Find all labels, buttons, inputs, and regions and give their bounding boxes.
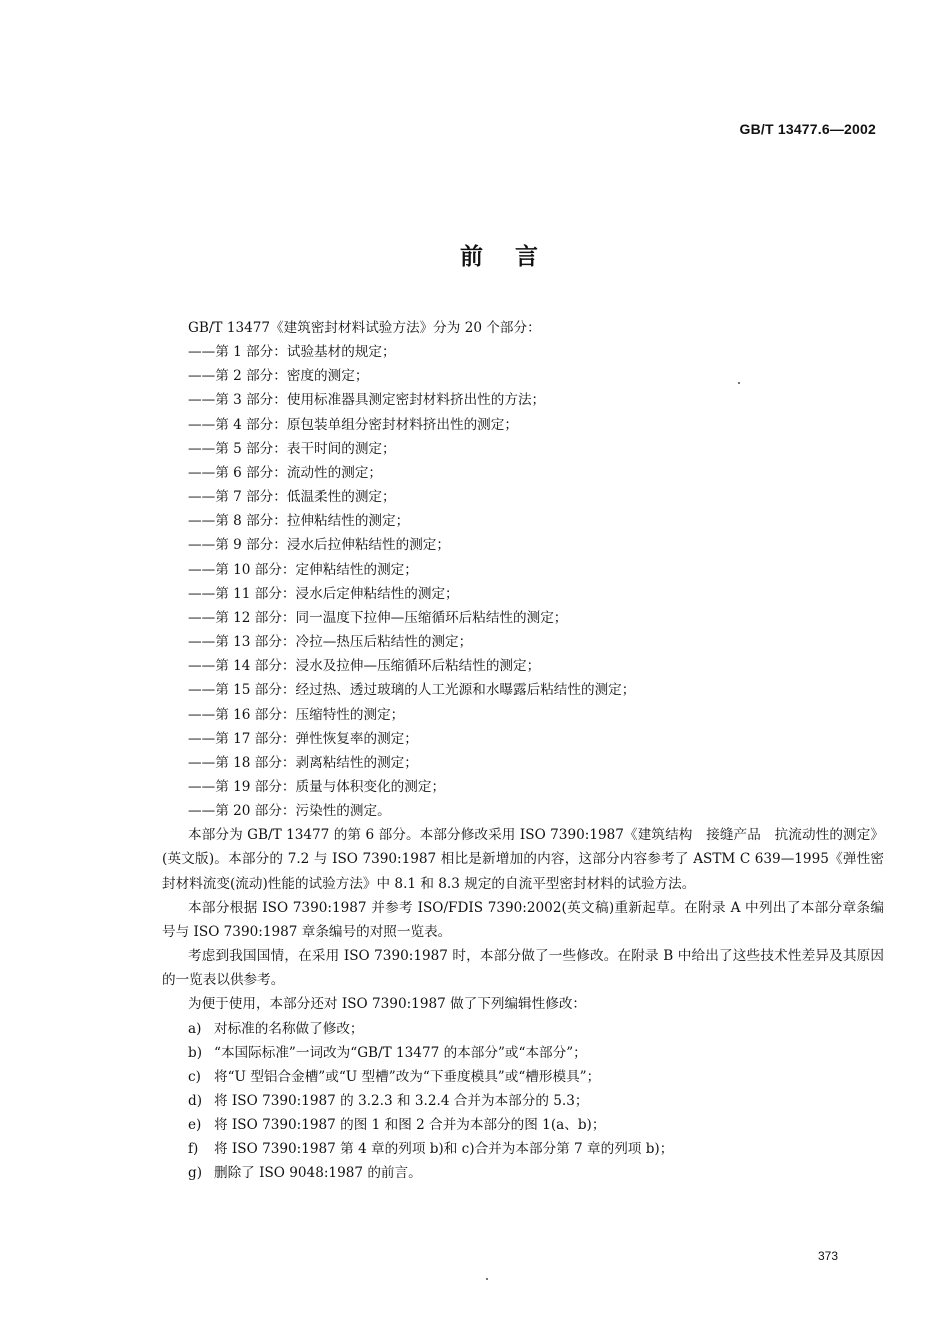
part-list-item: ——第 17 部分：弹性恢复率的测定；	[188, 730, 418, 747]
part-list-item: ——第 12 部分：同一温度下拉伸—压缩循环后粘结性的测定；	[188, 609, 568, 626]
edit-list-item	[162, 1089, 884, 1113]
edit-text: 将 ISO 7390:1987 第 4 章的列项 b)和 c)合并为本部分第 7 章的列项 b)；	[214, 1141, 674, 1158]
edit-text: “本国际标准”一词改为“GB/T 13477 的本部分”或“本部分”；	[214, 1044, 587, 1061]
edit-text: 将 ISO 7390:1987 的 3.2.3 和 3.2.4 合并为本部分的 5.3；	[214, 1093, 589, 1109]
part-list-item: ——第 15 部分：经过热、透过玻璃的人工光源和水曝露后粘结性的测定；	[188, 682, 636, 699]
parts-list	[162, 340, 884, 823]
foreword-body	[162, 316, 884, 1186]
part-list-item: ——第 7 部分：低温柔性的测定；	[188, 489, 396, 506]
edit-label: b)	[188, 1044, 203, 1061]
part-list-item: ——第 19 部分：质量与体积变化的测定；	[188, 778, 446, 795]
part-list-item: ——第 11 部分：浸水后定伸粘结性的测定；	[188, 585, 459, 602]
edit-text: 将 ISO 7390:1987 的图 1 和图 2 合并为本部分的图 1(a、b)；	[214, 1117, 606, 1134]
standard-code: GB/T 13477.6—2002	[739, 121, 876, 137]
edit-label: d)	[188, 1093, 203, 1109]
edit-text: 对标准的名称做了修改；	[214, 1020, 364, 1037]
part-list-item: ——第 10 部分：定伸粘结性的测定；	[188, 561, 418, 578]
part-list-item: ——第 18 部分：剥离粘结性的测定；	[188, 754, 418, 771]
edit-label: c)	[188, 1068, 201, 1085]
body-paragraph: 为便于使用，本部分还对 ISO 7390:1987 做了下列编辑性修改：	[188, 996, 587, 1013]
part-list-item: ——第 8 部分：拉伸粘结性的测定；	[188, 513, 410, 530]
edit-list-item	[162, 1137, 884, 1161]
edit-label: f)	[188, 1141, 199, 1158]
part-list-item: ——第 2 部分：密度的测定；	[188, 368, 369, 385]
part-list-item: ——第 6 部分：流动性的测定；	[188, 464, 383, 481]
part-list-item: ——第 1 部分：试验基材的规定；	[188, 344, 396, 361]
part-list-item: ——第 16 部分：压缩特性的测定；	[188, 706, 405, 723]
body-paragraph: 考虑到我国国情，在采用 ISO 7390:1987 时，本部分做了一些修改。在附录 B 中给出了这些技术性差异及其原因的一览表以供参考。	[162, 948, 884, 989]
part-list-item: ——第 13 部分：冷拉—热压后粘结性的测定；	[188, 634, 473, 651]
part-list-item: ——第 3 部分：使用标准器具测定密封材料挤出性的方法；	[188, 392, 546, 409]
edits-list	[162, 1017, 884, 1186]
part-list-item: ——第 4 部分：原包装单组分密封材料挤出性的测定；	[188, 416, 518, 433]
edit-list-item	[162, 1065, 884, 1089]
page-title: 前言	[460, 243, 570, 270]
edit-list-item	[162, 1017, 884, 1041]
part-list-item: ——第 5 部分：表干时间的测定；	[188, 440, 396, 457]
body-paragraph: 本部分为 GB/T 13477 的第 6 部分。本部分修改采用 ISO 7390:1987《建筑结构 接缝产品 抗流动性的测定》(英文版)。本部分的 7.2 与 ISO 7390:1987 相比是新增加的内容，这部分内容参考了 ASTM C 639—1995《弹性密封材料流变(流动)性能的试验方法》中 8.1 和 8.3 规定的自流平型密封材料的试验方法。	[162, 827, 884, 892]
body-paragraph: 本部分根据 ISO 7390:1987 并参考 ISO/FDIS 7390:2002(英文稿)重新起草。在附录 A 中列出了本部分章条编号与 ISO 7390:1987 章条编号的对照一览表。	[162, 899, 884, 940]
scan-speck	[738, 382, 740, 384]
paragraphs	[162, 823, 884, 1016]
edit-list-item	[162, 1161, 884, 1185]
scan-speck	[486, 1278, 488, 1280]
edit-list-item	[162, 1113, 884, 1137]
edit-text: 删除了 ISO 9048:1987 的前言。	[214, 1165, 422, 1182]
intro-paragraph: GB/T 13477《建筑密封材料试验方法》分为 20 个部分：	[188, 320, 541, 336]
part-list-item: ——第 14 部分：浸水及拉伸—压缩循环后粘结性的测定；	[188, 658, 541, 675]
edit-label: g)	[188, 1165, 203, 1182]
part-list-item: ——第 20 部分：污染性的测定。	[188, 803, 391, 820]
edit-text: 将“U 型铝合金槽”或“U 型槽”改为“下垂度模具”或“槽形模具”；	[214, 1068, 601, 1085]
part-list-item: ——第 9 部分：浸水后拉伸粘结性的测定；	[188, 537, 450, 554]
edit-label: e)	[188, 1117, 202, 1134]
edit-list-item	[162, 1041, 884, 1065]
edit-label: a)	[188, 1020, 202, 1037]
page-number: 373	[818, 1249, 839, 1263]
